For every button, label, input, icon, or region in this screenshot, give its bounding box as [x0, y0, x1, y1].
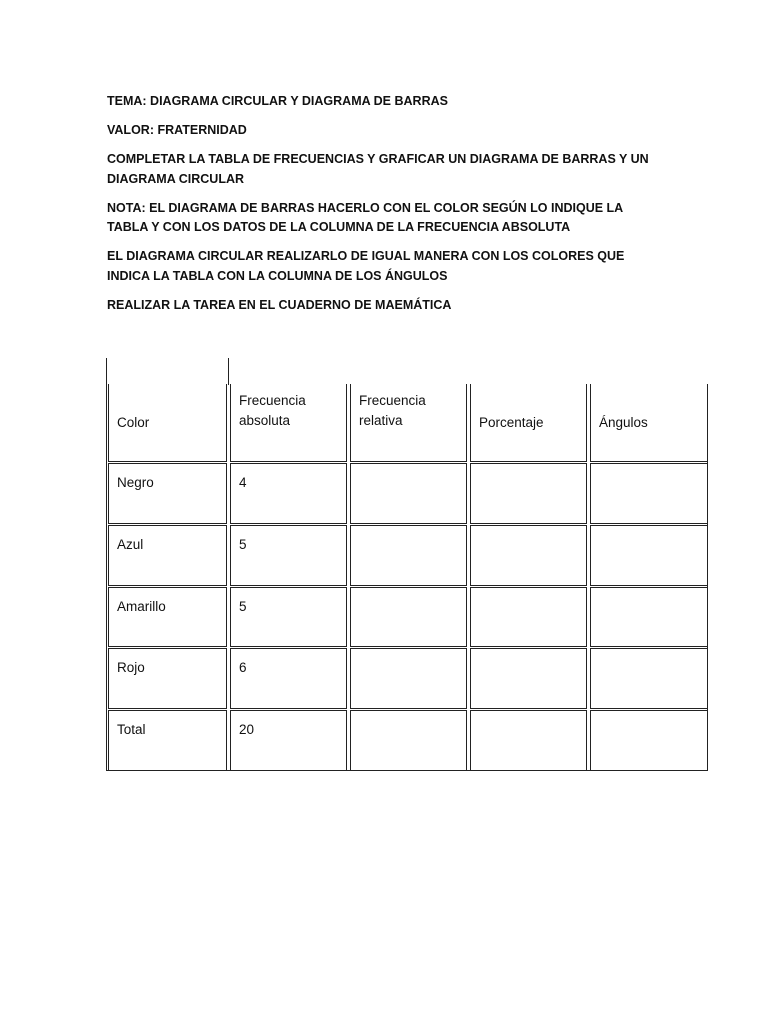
- cell-relative-frequency: [350, 587, 467, 647]
- cell-relative-frequency: [350, 648, 467, 709]
- cell-angles: [590, 525, 707, 586]
- header-angles-label: Ángulos: [599, 414, 648, 430]
- cell-percentage: [470, 463, 587, 524]
- cell-absolute-frequency: 5: [230, 525, 347, 586]
- cell-relative-frequency: [350, 525, 467, 586]
- homework-line: REALIZAR LA TAREA EN EL CUADERNO DE MAEMÁTICA: [107, 297, 452, 312]
- cell-percentage: [470, 525, 587, 586]
- cell-absolute-frequency: 5: [230, 587, 347, 647]
- note-line: NOTA: EL DIAGRAMA DE BARRAS HACERLO CON EL COLOR SEGÚN LO INDIQUE LA TABLA Y CON LOS DATOS DE LA COLUMNA DE LA FRECUENCIA ABSOLUTA: [107, 200, 623, 234]
- cell-relative-frequency: [350, 710, 467, 771]
- header-angles: [590, 384, 707, 462]
- cell-percentage: [470, 648, 587, 709]
- cell-color: Amarillo: [108, 587, 227, 647]
- header-color-label: Color: [117, 414, 150, 430]
- cell-percentage: [470, 710, 587, 771]
- cell-absolute-frequency: 6: [230, 648, 347, 709]
- header-relative-frequency: [350, 384, 467, 462]
- cell-absolute-frequency: 20: [230, 710, 347, 771]
- cell-percentage: [470, 587, 587, 647]
- header-absolute-frequency-label: Frecuencia absoluta: [239, 393, 306, 428]
- table-top-stub-line: [228, 358, 229, 385]
- instructions-block: [107, 92, 667, 325]
- cell-relative-frequency: [350, 463, 467, 524]
- header-relative-frequency-label: Frecuencia relativa: [359, 393, 426, 428]
- cell-angles: [590, 463, 707, 524]
- cell-angles: [590, 648, 707, 709]
- cell-color: Azul: [108, 525, 227, 586]
- cell-color: Rojo: [108, 648, 227, 709]
- pie-instruction-line: EL DIAGRAMA CIRCULAR REALIZARLO DE IGUAL MANERA CON LOS COLORES QUE INDICA LA TABLA CON LA COLUMNA DE LOS ÁNGULOS: [107, 249, 625, 283]
- cell-angles: [590, 587, 707, 647]
- cell-absolute-frequency: 4: [230, 463, 347, 524]
- table-outer-left-border: [106, 358, 107, 771]
- table-grid: [108, 384, 705, 771]
- header-absolute-frequency: [230, 384, 347, 462]
- header-percentage-label: Porcentaje: [479, 414, 544, 430]
- cell-angles: [590, 710, 707, 771]
- value-line: VALOR: FRATERNIDAD: [107, 123, 247, 137]
- header-color: [108, 384, 227, 462]
- cell-color: Total: [108, 710, 227, 771]
- header-percentage: [470, 384, 587, 462]
- table-outer-right-border: [707, 384, 708, 771]
- frequency-table: [106, 358, 709, 773]
- task-line: COMPLETAR LA TABLA DE FRECUENCIAS Y GRAFICAR UN DIAGRAMA DE BARRAS Y UN DIAGRAMA CIRCULAR: [107, 152, 649, 186]
- cell-color: Negro: [108, 463, 227, 524]
- topic-line: TEMA: DIAGRAMA CIRCULAR Y DIAGRAMA DE BARRAS: [107, 94, 448, 108]
